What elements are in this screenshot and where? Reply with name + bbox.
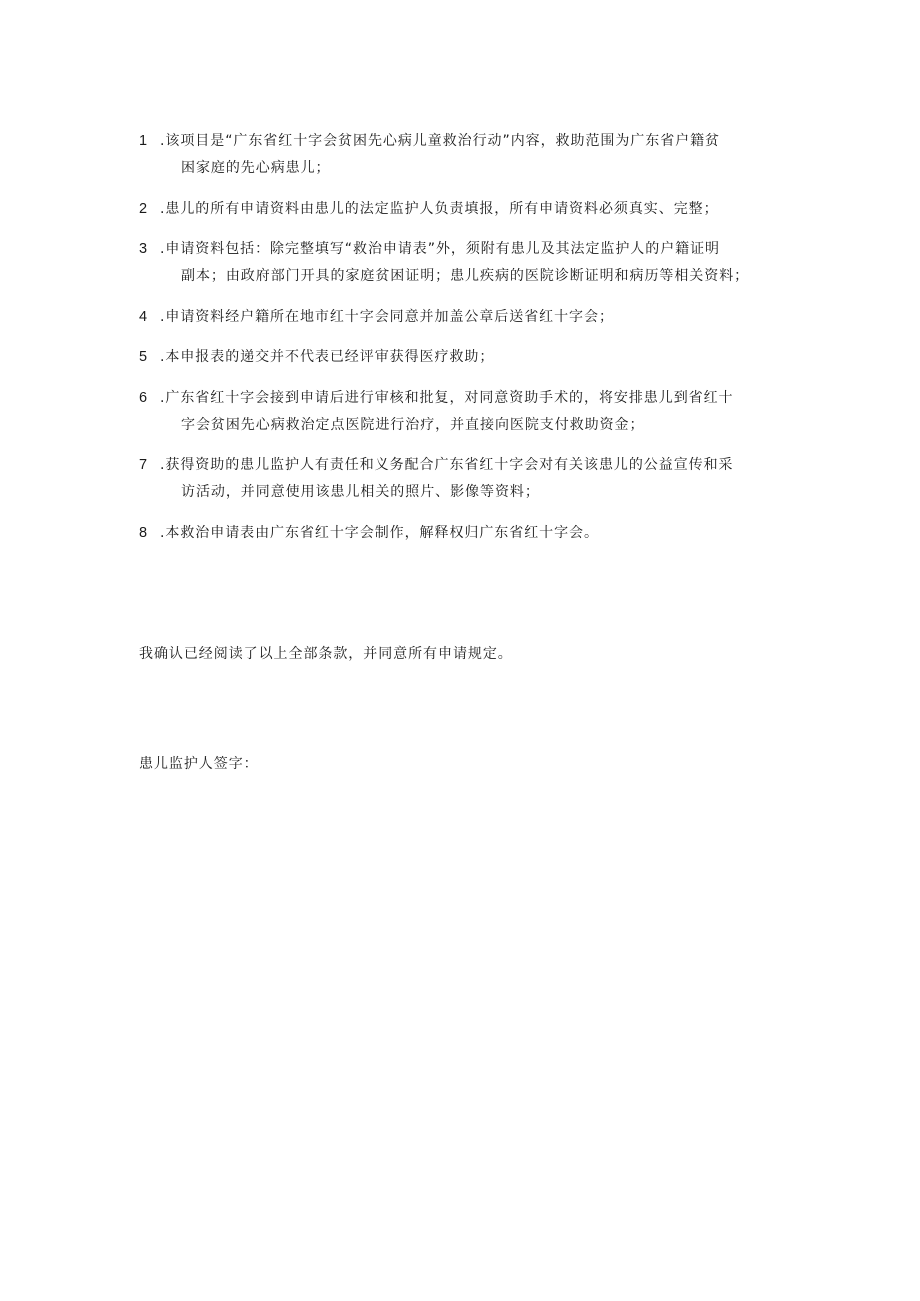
term-text [160,236,829,290]
confirmation-statement: 我确认已经阅读了以上全部条款，并同意所有申请规定。 [139,646,513,662]
term-number: 1 [139,133,148,149]
term-line: .该项目是“广东省红十字会贫困先心病儿童救治行动”内容，救助范围为广东省户籍贫 [160,133,721,149]
terms-list [139,128,829,560]
term-continuation: 副本；由政府部门开具的家庭贫困证明；患儿疾病的医院诊断证明和病历等相关资料； [181,268,750,284]
term-line: .申请资料经户籍所在地市红十字会同意并加盖公章后送省红十字会； [160,308,614,325]
term-item [139,344,829,371]
term-text [160,196,829,223]
term-number: 7 [139,457,148,473]
term-number: 8 [139,524,148,541]
term-line: .本救治申请表由广东省红十字会制作，解释权归广东省红十字会。 [160,524,599,541]
term-item [139,128,829,182]
term-number: 5 [139,349,148,365]
term-text [160,344,829,371]
term-item [139,452,829,506]
term-line: .获得资助的患儿监护人有责任和义务配合广东省红十字会对有关该患儿的公益宣传和采 [160,457,734,473]
term-line: .申请资料包括：除完整填写“救治申请表”外，须附有患儿及其法定监护人的户籍证明 [160,241,721,257]
term-text [160,452,829,506]
term-text [160,304,829,331]
term-text [160,385,829,439]
term-item [139,385,829,439]
guardian-signature-label: 患儿监护人签字： [139,756,259,772]
term-item [139,520,829,547]
term-item [139,196,829,223]
term-item [139,304,829,331]
term-line: .患儿的所有申请资料由患儿的法定监护人负责填报，所有申请资料必须真实、完整； [160,200,719,217]
term-number: 2 [139,200,148,217]
term-text [160,520,829,547]
term-continuation: 访活动，并同意使用该患儿相关的照片、影像等资料； [181,484,540,500]
term-number: 3 [139,241,148,257]
term-item [139,236,829,290]
term-line: .广东省红十字会接到申请后进行审核和批复，对同意资助手术的，将安排患儿到省红十 [160,389,734,406]
term-number: 4 [139,308,148,325]
term-text [160,128,829,182]
term-continuation: 字会贫困先心病救治定点医院进行治疗，并直接向医院支付救助资金； [181,416,645,433]
term-line: .本申报表的递交并不代表已经评审获得医疗救助； [160,349,495,365]
term-continuation: 困家庭的先心病患儿； [181,160,331,176]
term-number: 6 [139,389,148,406]
